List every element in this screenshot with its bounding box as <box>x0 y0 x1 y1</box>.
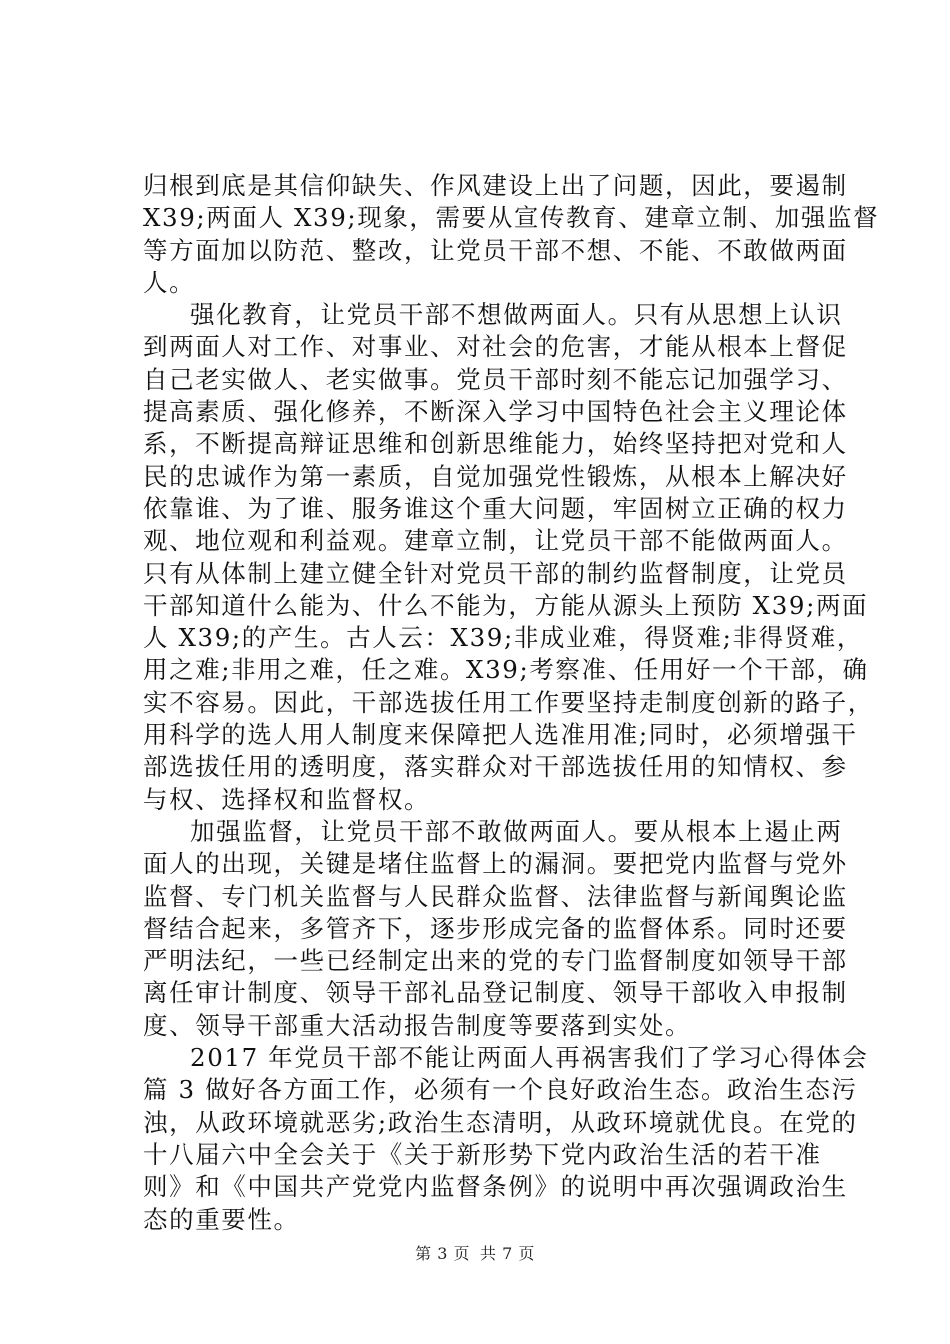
text-line: 浊，从政环境就恶劣;政治生态清明，从政环境就优良。在党的 <box>143 1107 858 1137</box>
text-line: 人。 <box>143 267 196 297</box>
text-line: 干部知道什么能为、什么不能为，方能从源头上预防 X39;两面 <box>143 590 869 620</box>
text-line: 度、领导干部重大活动报告制度等要落到实处。 <box>143 1010 692 1040</box>
text-line: 观、地位观和利益观。建章立制，让党员干部不能做两面人。 <box>143 526 848 556</box>
paragraph-start-line: 2017 年党员干部不能让两面人再祸害我们了学习心得体会 <box>190 1043 869 1073</box>
text-line: 部选拔任用的透明度，落实群众对干部选拔任用的知情权、参 <box>143 752 848 782</box>
text-line: 与权、选择权和监督权。 <box>143 784 431 814</box>
total-pages: 共 7 页 <box>480 1244 535 1263</box>
paragraph-start-line: 强化教育，让党员干部不想做两面人。只有从思想上认识 <box>190 300 843 330</box>
text-line: 依靠谁、为了谁、服务谁这个重大问题，牢固树立正确的权力 <box>143 493 848 523</box>
text-line: 篇 3 做好各方面工作，必须有一个良好政治生态。政治生态污 <box>143 1075 858 1105</box>
text-line: 严明法纪，一些已经制定出来的党的专门监督制度如领导干部 <box>143 946 848 976</box>
text-line: 监督、专门机关监督与人民群众监督、法律监督与新闻舆论监 <box>143 881 848 911</box>
text-line: 人 X39;的产生。古人云：X39;非成业难，得贤难;非得贤难， <box>143 623 863 653</box>
text-line: 提高素质、强化修养，不断深入学习中国特色社会主义理论体 <box>143 397 848 427</box>
text-line: 归根到底是其信仰缺失、作风建设上出了问题，因此，要遏制 <box>143 171 848 200</box>
text-line: X39;两面人 X39;现象，需要从宣传教育、建章立制、加强监督 <box>143 203 880 233</box>
text-line: 只有从体制上建立健全针对党员干部的制约监督制度，让党员 <box>143 558 848 588</box>
page-number: 第 3 页 <box>415 1244 470 1263</box>
text-line: 用之难;非用之难，任之难。X39;考察准、任用好一个干部，确 <box>143 655 869 685</box>
text-line: 到两面人对工作、对事业、对社会的危害，才能从根本上督促 <box>143 332 848 362</box>
text-line: 用科学的选人用人制度来保障把人选准用准;同时，必须增强干 <box>143 720 858 750</box>
text-line: 面人的出现，关键是堵住监督上的漏洞。要把党内监督与党外 <box>143 849 848 879</box>
text-line: 督结合起来，多管齐下，逐步形成完备的监督体系。同时还要 <box>143 913 848 943</box>
text-line: 实不容易。因此，干部选拔任用工作要坚持走制度创新的路子， <box>143 687 874 717</box>
text-line: 则》和《中国共产党党内监督条例》的说明中再次强调政治生 <box>143 1172 848 1202</box>
text-line: 等方面加以防范、整改，让党员干部不想、不能、不敢做两面 <box>143 235 848 265</box>
text-line: 系，不断提高辩证思维和创新思维能力，始终坚持把对党和人 <box>143 429 848 459</box>
page-footer <box>0 1244 950 1264</box>
text-line: 民的忠诚作为第一素质，自觉加强党性锻炼，从根本上解决好 <box>143 461 848 491</box>
paragraph-start-line: 加强监督，让党员干部不敢做两面人。要从根本上遏止两 <box>190 816 843 846</box>
document-body <box>143 170 880 1236</box>
text-line: 态的重要性。 <box>143 1204 300 1234</box>
text-line: 十八届六中全会关于《关于新形势下党内政治生活的若干准 <box>143 1139 822 1169</box>
text-line: 离任审计制度、领导干部礼品登记制度、领导干部收入申报制 <box>143 978 848 1008</box>
text-line: 自己老实做人、老实做事。党员干部时刻不能忘记加强学习、 <box>143 364 848 394</box>
